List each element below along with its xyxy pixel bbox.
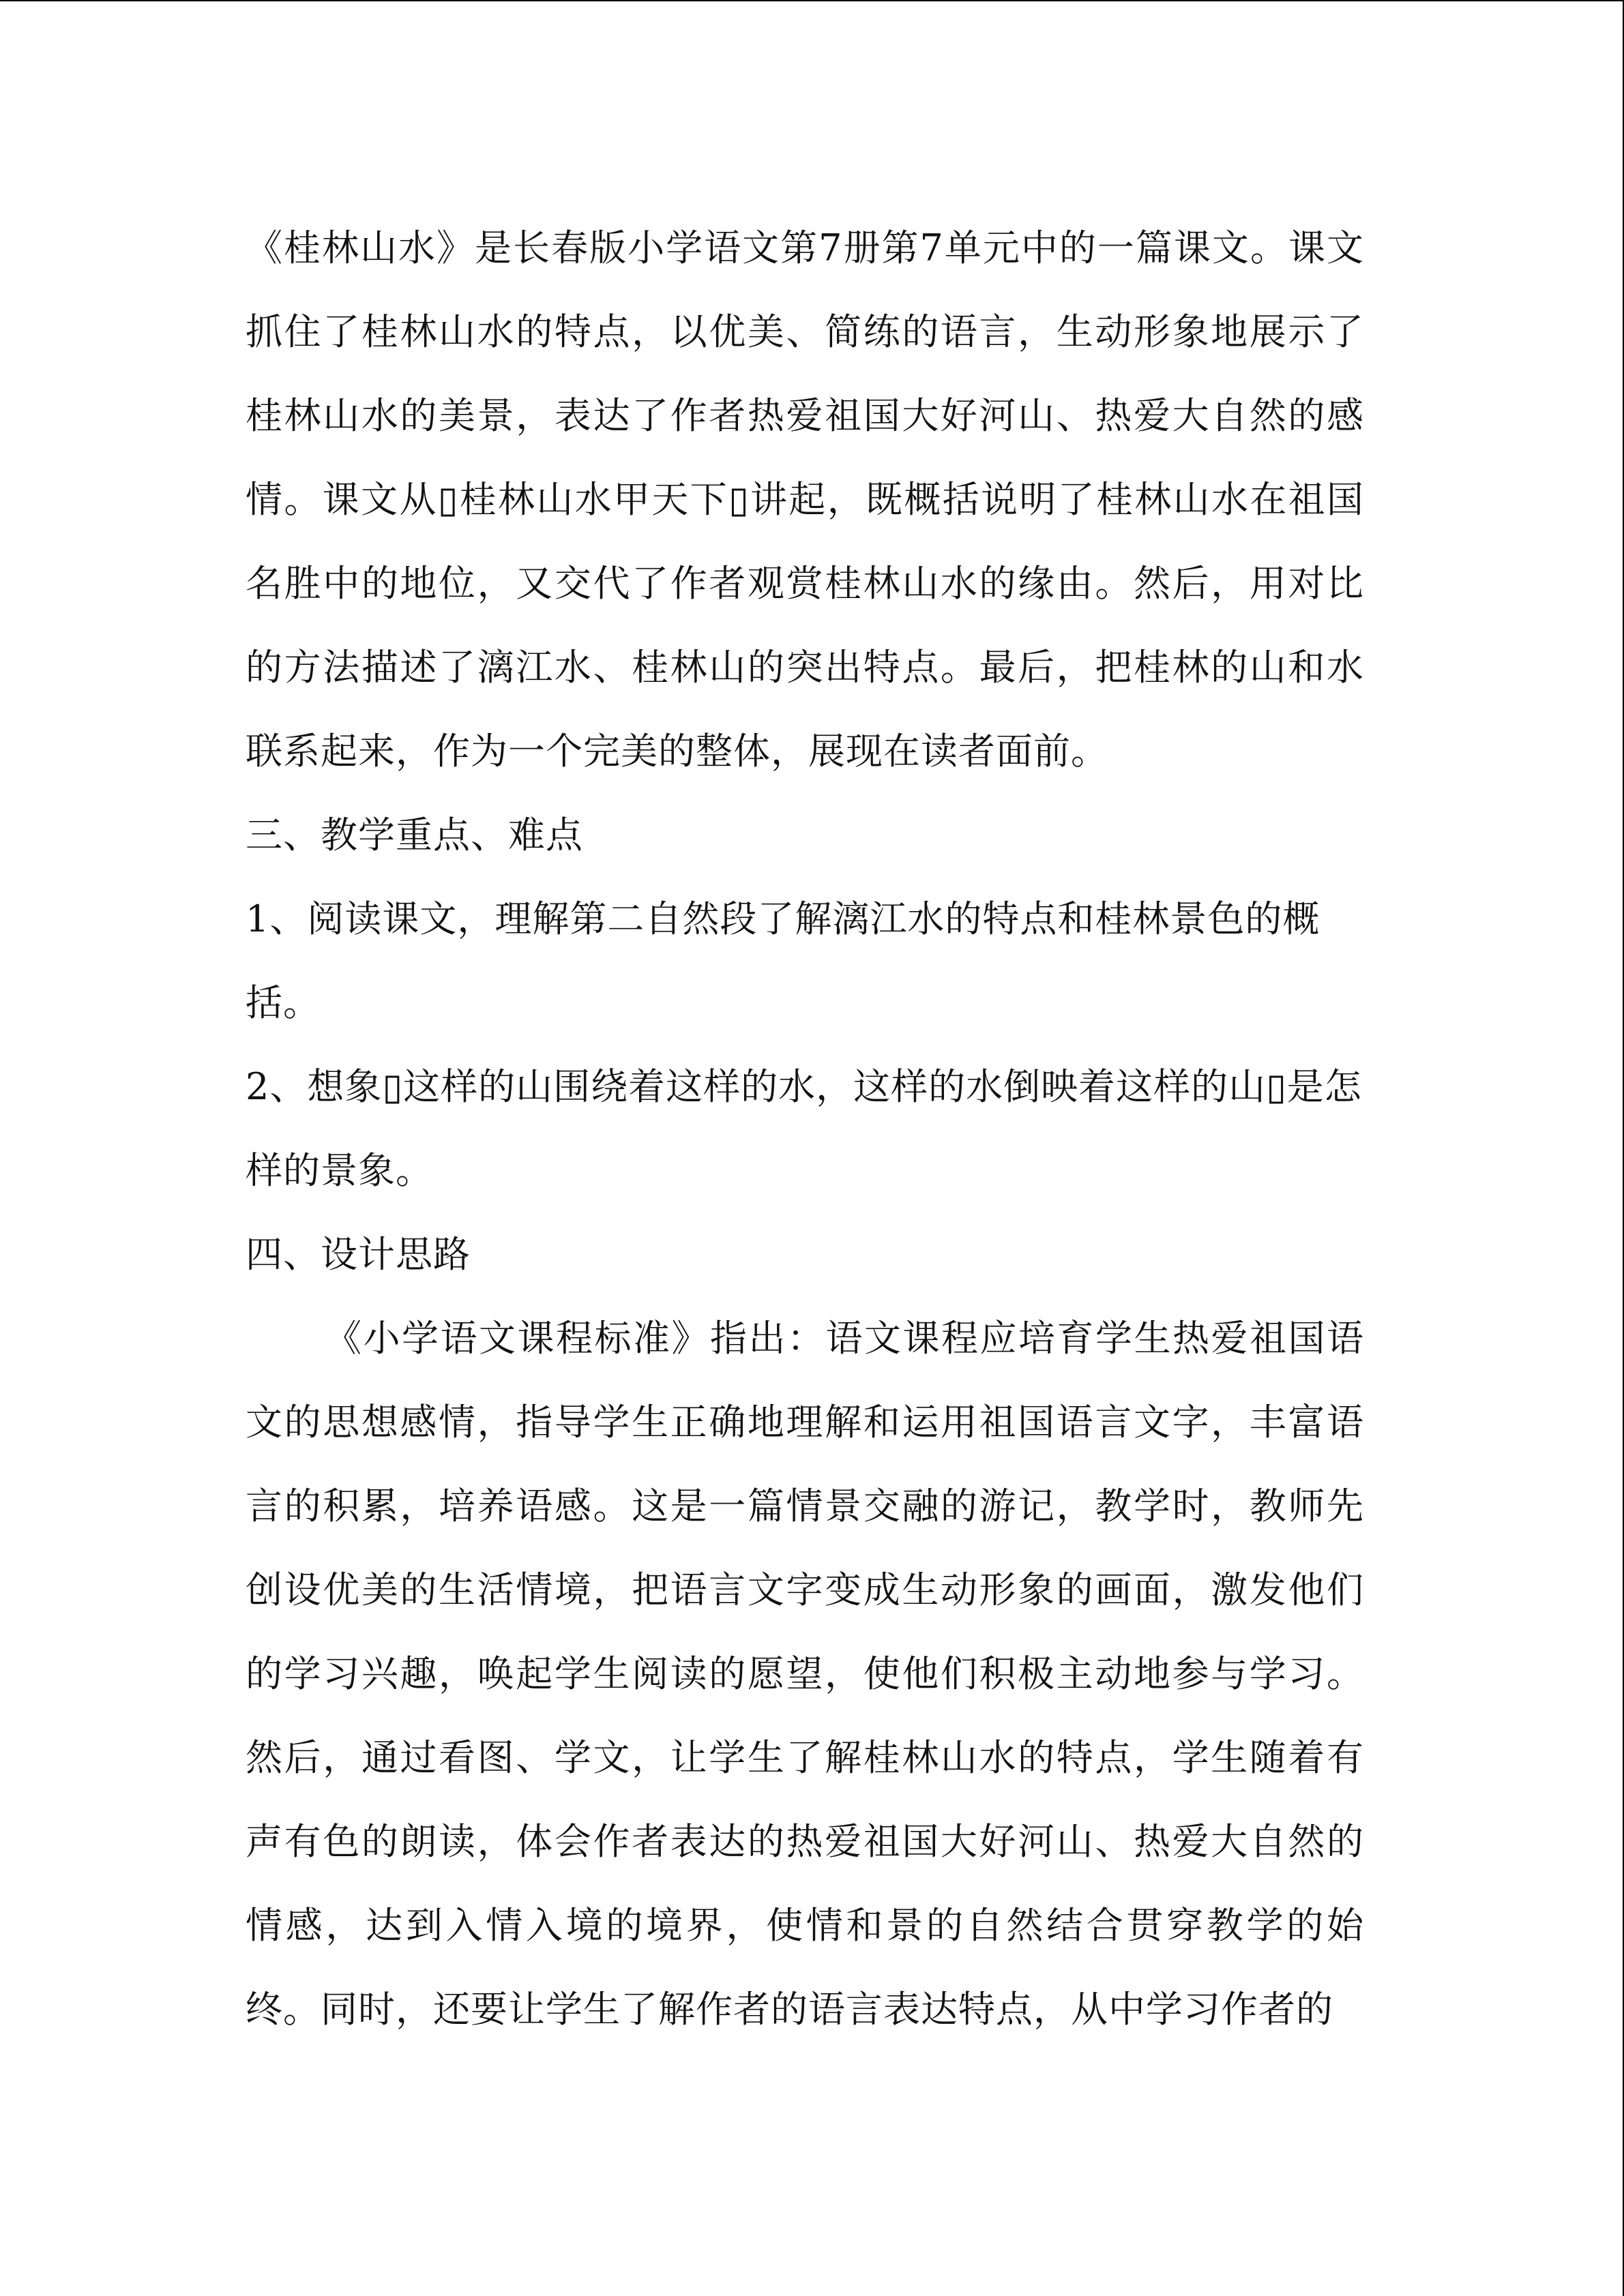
design-paragraph: 《小学语文课程标准》指出：语文课程应培育学生热爱祖国语文的思想感情，指导学生正确地理解和运用祖国语言文字，丰富语言的积累，培养语感。这是一篇情景交融的游记，教学时，教师先创设优美的生活情境，把语言文字变成生动形象的画面，激发他们的学习兴趣，唤起学生阅读的愿望，使他们积极主动地参与学习。然后，通过看图、学文，让学生了解桂林山水的特点，学生随着有声有色的朗读，体会作者表达的热爱祖国大好河山、热爱大自然的情感，达到入情入境的境界，使情和景的自然结合贯穿教学的始终。同时，还要让学生了解作者的语言表达特点，从中学习作者的 (246, 1317, 1364, 2031)
section-three-heading: 三、教学重点、难点 (246, 814, 583, 856)
key-point-1: 1、阅读课文，理解第二自然段了解漓江水的特点和桂林景色的概括。 (246, 897, 1320, 1024)
document-body (246, 206, 1364, 2051)
section-four-heading: 四、设计思路 (246, 1233, 471, 1276)
intro-paragraph: 《桂林山水》是长春版小学语文第7册第7单元中的一篇课文。课文抓住了桂林山水的特点，以优美、简练的语言，生动形象地展示了桂林山水的美景，表达了作者热爱祖国大好河山、热爱大自然的感情。课文从▯桂林山水甲天下▯讲起，既概括说明了桂林山水在祖国名胜中的地位，又交代了作者观赏桂林山水的缘由。然后，用对比的方法描述了漓江水、桂林山的突出特点。最后，把桂林的山和水联系起来，作为一个完美的整体，展现在读者面前。 (246, 226, 1364, 773)
key-point-2: 2、想象▯这样的山围绕着这样的水，这样的水倒映着这样的山▯是怎样的景象。 (246, 1065, 1362, 1192)
